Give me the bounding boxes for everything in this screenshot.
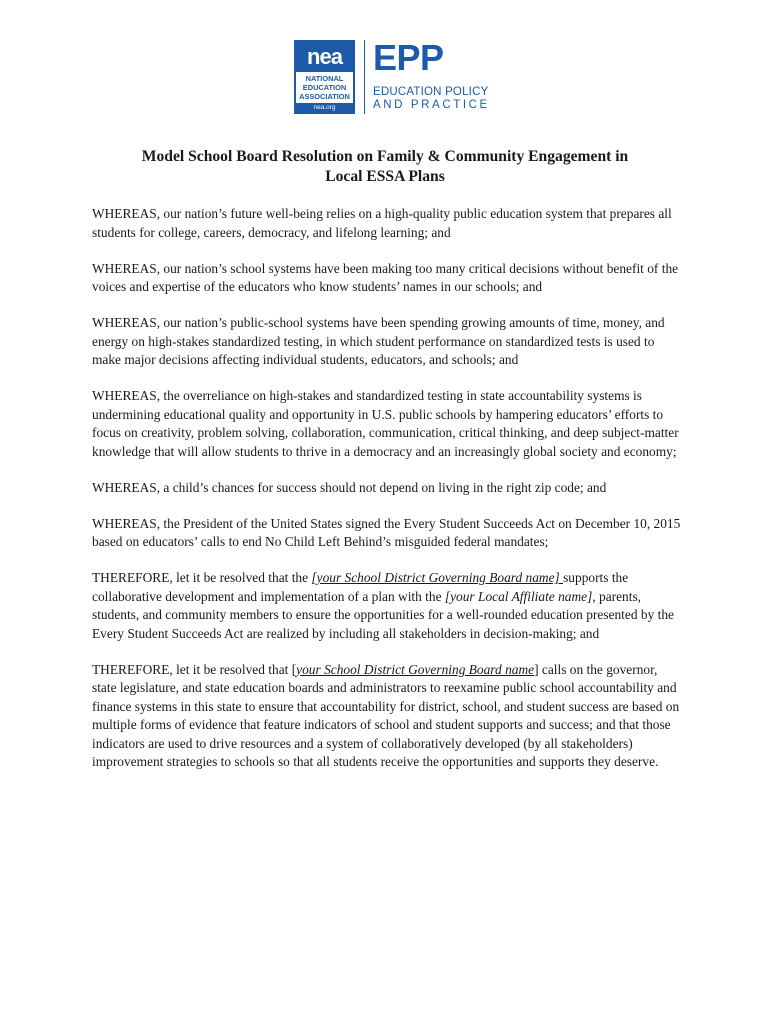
nea-logo-line2: EDUCATION xyxy=(302,83,347,92)
document-body xyxy=(92,205,682,789)
board-name-placeholder: [your School District Governing Board name] xyxy=(311,570,564,585)
header-logos xyxy=(294,37,490,120)
nea-logo-site: nea.org xyxy=(296,103,353,112)
resolve2-prefix: THEREFORE, let it be resolved that [ xyxy=(92,661,297,677)
whereas-paragraph-1: WHEREAS, our nation’s future well-being relies on a high-quality public education system that prepares all students for college, careers, democracy, and lifelong learning; and xyxy=(92,206,672,240)
resolve2-suffix: ] calls on the governor, state legislature, and state education boards and administrators to reexamine public school accountability and finance systems in this state to ensure that accountability for district, school, and student success are based on multiple forms of evidence that feature indicators of school and student supports and success; and that those indicators are used to drive resources and a system of collaboratively developed (by all stakeholders) improvement strategies to schools so that all students receive the opportunities and supports they deserve. xyxy=(92,661,680,769)
whereas-paragraph-6: WHEREAS, the President of the United States signed the Every Student Succeeds Act on December 10, 2015 based on educators’ calls to end No Child Left Behind’s misguided federal mandates; xyxy=(92,515,681,549)
board-name-placeholder-2: your School District Governing Board name xyxy=(296,661,535,677)
epp-logo-acronym: EPP xyxy=(373,37,444,78)
nea-logo xyxy=(294,40,355,114)
document-title xyxy=(92,147,678,187)
whereas-paragraph-3: WHEREAS, our nation’s public-school systems have been spending growing amounts of time, money, and energy on high-stakes standardized testing, in which student performance on standardized tests is used to make major decisions affecting individual students, educators, and schools; and xyxy=(92,315,665,367)
title-line-1: Model School Board Resolution on Family & Community Engagement in xyxy=(141,148,629,165)
nea-logo-text xyxy=(296,72,353,101)
resolve1-suffix: , parents, students, and community members to ensure the opportunities for a well-rounded education presented by the Every Student Succeeds Act are realized by including all stakeholders in decision-making; and xyxy=(92,588,674,641)
epp-logo-line2: AND PRACTICE xyxy=(373,99,490,111)
epp-logo xyxy=(373,37,490,112)
resolve1-mid: supports the collaborative development and implementation of a plan with the xyxy=(92,570,629,604)
nea-logo-line1: NATIONAL xyxy=(305,74,344,83)
epp-logo-line1: EDUCATION POLICY xyxy=(373,86,489,98)
nea-logo-line3: ASSOCIATION xyxy=(299,92,350,101)
whereas-paragraph-4: WHEREAS, the overreliance on high-stakes and standardized testing in state accountability systems is undermining educational quality and opportunity in U.S. public schools by hampering educators’ efforts to focus on creativity, problem solving, collaboration, communication, critical thinking, and deep subject-matter knowledge that will allow students to thrive in a democracy and an increasingly global society and economy; xyxy=(92,388,679,459)
affiliate-name-placeholder: [your Local Affiliate name] xyxy=(444,588,593,604)
resolve1-prefix: THEREFORE, let it be resolved that the xyxy=(92,570,312,585)
logo-divider xyxy=(364,40,365,114)
title-line-2: Local ESSA Plans xyxy=(325,168,445,185)
whereas-paragraph-5: WHEREAS, a child’s chances for success should not depend on living in the right zip code; and xyxy=(92,479,607,495)
nea-logo-mark: nea xyxy=(296,42,353,72)
therefore-paragraph-1 xyxy=(92,569,682,643)
whereas-paragraph-2: WHEREAS, our nation’s school systems have been making too many critical decisions without benefit of the voices and expertise of the educators who know students’ names in our schools; and xyxy=(92,260,679,294)
therefore-paragraph-2 xyxy=(92,661,682,772)
